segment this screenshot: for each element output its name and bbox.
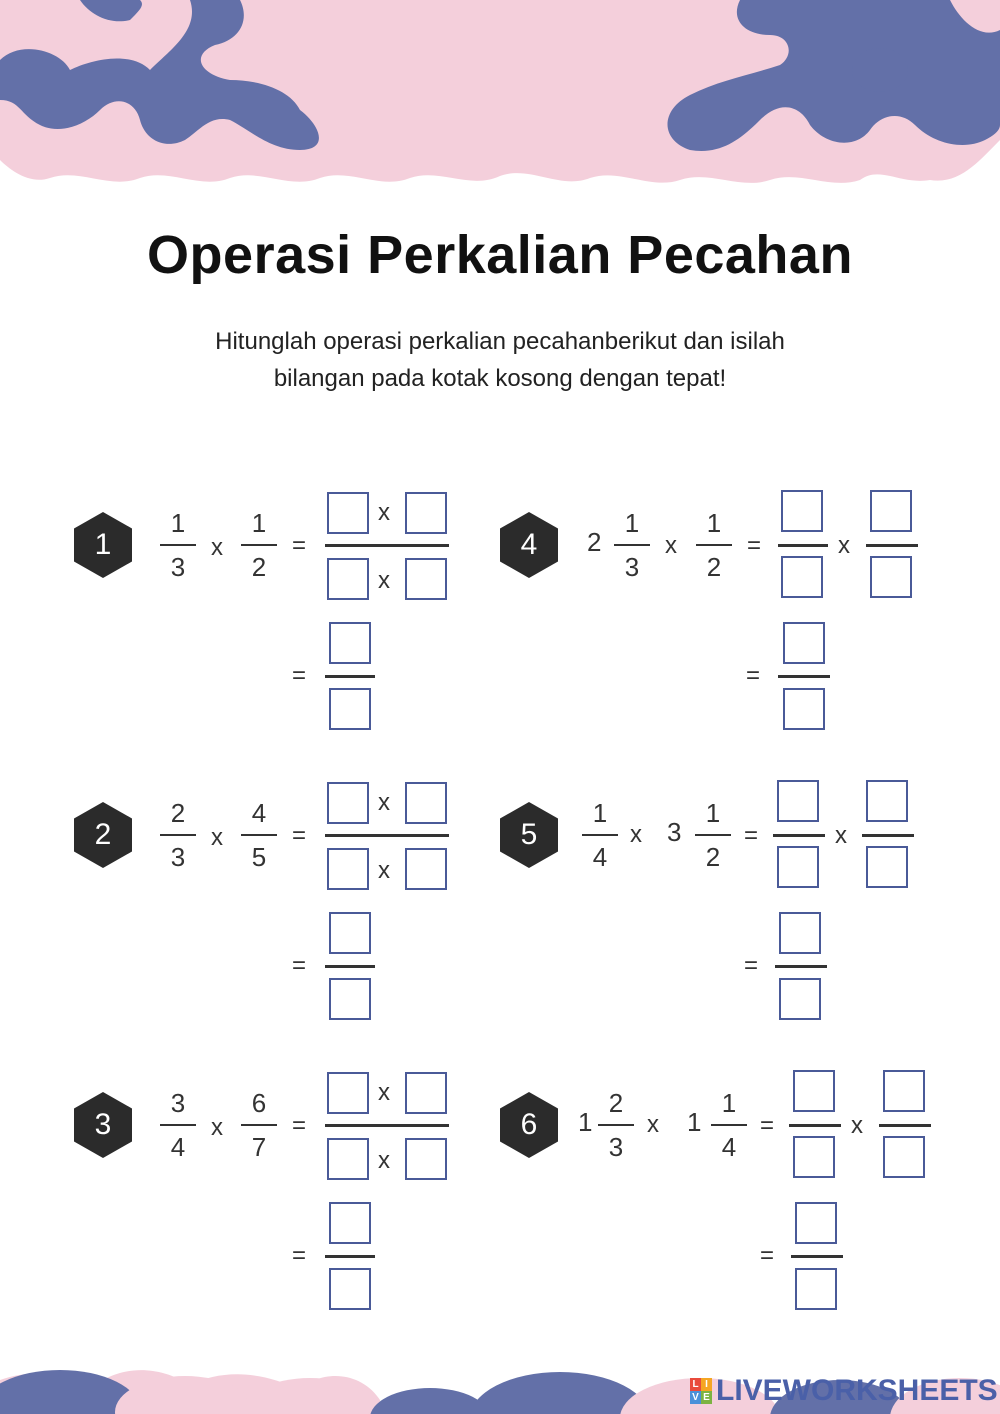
denominator: 3 bbox=[170, 552, 186, 582]
times-sign: x bbox=[838, 532, 850, 559]
whole-number: 2 bbox=[587, 527, 602, 557]
answer-box[interactable] bbox=[883, 1070, 925, 1112]
answer-box[interactable] bbox=[405, 1072, 447, 1114]
fraction-bar bbox=[789, 1124, 841, 1127]
times-sign: x bbox=[378, 1079, 390, 1106]
denominator: 3 bbox=[624, 552, 640, 582]
answer-box[interactable] bbox=[870, 490, 912, 532]
equals-sign: = bbox=[292, 532, 307, 559]
denominator: 2 bbox=[705, 842, 721, 872]
fraction-bar bbox=[325, 834, 449, 837]
times-sign: x bbox=[378, 857, 390, 884]
fraction-bar bbox=[325, 544, 449, 547]
answer-box[interactable] bbox=[405, 492, 447, 534]
answer-box[interactable] bbox=[866, 846, 908, 888]
times-sign: x bbox=[211, 1114, 223, 1141]
problem-number: 3 bbox=[94, 1108, 112, 1141]
problem-1-fraction-b bbox=[239, 508, 279, 582]
answer-box[interactable] bbox=[779, 912, 821, 954]
times-sign: x bbox=[835, 822, 847, 849]
equals-sign: = bbox=[760, 1242, 775, 1269]
fraction-bar bbox=[778, 544, 828, 547]
problem-1-badge bbox=[74, 512, 132, 578]
answer-box[interactable] bbox=[795, 1268, 837, 1310]
equals-sign: = bbox=[292, 1112, 307, 1139]
times-sign: x bbox=[378, 789, 390, 816]
fraction-bar bbox=[325, 675, 375, 678]
denominator: 4 bbox=[721, 1132, 737, 1162]
numerator: 1 bbox=[624, 508, 640, 538]
equals-sign: = bbox=[747, 532, 762, 559]
problem-4-fraction-a bbox=[612, 508, 652, 582]
numerator: 1 bbox=[592, 798, 608, 828]
answer-box[interactable] bbox=[329, 1268, 371, 1310]
equals-sign: = bbox=[292, 822, 307, 849]
denominator: 2 bbox=[251, 552, 267, 582]
answer-box[interactable] bbox=[781, 490, 823, 532]
equals-sign: = bbox=[292, 1242, 307, 1269]
problem-number: 6 bbox=[520, 1108, 538, 1141]
numerator: 3 bbox=[170, 1088, 186, 1118]
problem-2-badge bbox=[74, 802, 132, 868]
equals-sign: = bbox=[744, 822, 759, 849]
answer-box[interactable] bbox=[327, 1072, 369, 1114]
answer-box[interactable] bbox=[781, 556, 823, 598]
times-sign: x bbox=[665, 532, 677, 559]
fraction-bar bbox=[775, 965, 827, 968]
problem-2-fraction-b bbox=[239, 798, 279, 872]
answer-box[interactable] bbox=[329, 978, 371, 1020]
problem-4-badge bbox=[500, 512, 558, 578]
numerator: 1 bbox=[705, 798, 721, 828]
fraction-bar bbox=[325, 1255, 375, 1258]
answer-box[interactable] bbox=[783, 622, 825, 664]
denominator: 3 bbox=[170, 842, 186, 872]
whole-number: 1 bbox=[687, 1107, 702, 1137]
fraction-bar bbox=[325, 1124, 449, 1127]
problem-4-fraction-b bbox=[694, 508, 734, 582]
problem-6-fraction-b bbox=[709, 1088, 749, 1162]
answer-box[interactable] bbox=[777, 846, 819, 888]
fraction-bar bbox=[773, 834, 825, 837]
denominator: 7 bbox=[251, 1132, 267, 1162]
answer-box[interactable] bbox=[327, 1138, 369, 1180]
fraction-bar bbox=[778, 675, 830, 678]
answer-box[interactable] bbox=[329, 622, 371, 664]
answer-box[interactable] bbox=[327, 492, 369, 534]
answer-box[interactable] bbox=[777, 780, 819, 822]
problem-6-badge bbox=[500, 1092, 558, 1158]
times-sign: x bbox=[211, 534, 223, 561]
answer-box[interactable] bbox=[866, 780, 908, 822]
equals-sign: = bbox=[760, 1112, 775, 1139]
fraction-bar bbox=[791, 1255, 843, 1258]
page-title: Operasi Perkalian Pecahan bbox=[147, 225, 853, 285]
equals-sign: = bbox=[292, 952, 307, 979]
problem-5-fraction-b bbox=[693, 798, 733, 872]
logo-text: LIVEWORKSHEETS bbox=[716, 1374, 998, 1407]
instructions-line-1: Hitunglah operasi perkalian pecahanberikut dan isilah bbox=[215, 328, 785, 355]
whole-number: 3 bbox=[667, 817, 682, 847]
instructions-line-2: bilangan pada kotak kosong dengan tepat! bbox=[273, 365, 727, 392]
problem-3-fraction-b bbox=[239, 1088, 279, 1162]
fraction-bar bbox=[862, 834, 914, 837]
problem-number: 4 bbox=[520, 528, 538, 561]
numerator: 1 bbox=[170, 508, 186, 538]
answer-box[interactable] bbox=[795, 1202, 837, 1244]
problem-3-badge bbox=[74, 1092, 132, 1158]
answer-box[interactable] bbox=[329, 688, 371, 730]
times-sign: x bbox=[378, 499, 390, 526]
answer-box[interactable] bbox=[783, 688, 825, 730]
fraction-bar bbox=[866, 544, 918, 547]
answer-box[interactable] bbox=[327, 848, 369, 890]
numerator: 1 bbox=[706, 508, 722, 538]
times-sign: x bbox=[630, 821, 642, 848]
times-sign: x bbox=[378, 1147, 390, 1174]
times-sign: x bbox=[211, 824, 223, 851]
answer-box[interactable] bbox=[405, 782, 447, 824]
fraction-bar bbox=[879, 1124, 931, 1127]
logo-mark-icon: L I V E bbox=[690, 1378, 712, 1404]
denominator: 2 bbox=[706, 552, 722, 582]
numerator: 4 bbox=[251, 798, 267, 828]
problem-number: 1 bbox=[94, 528, 112, 561]
header-decoration bbox=[0, 0, 1000, 200]
times-sign: x bbox=[378, 567, 390, 594]
equals-sign: = bbox=[292, 662, 307, 689]
answer-box[interactable] bbox=[329, 912, 371, 954]
numerator: 2 bbox=[608, 1088, 624, 1118]
answer-box[interactable] bbox=[793, 1136, 835, 1178]
fraction-bar bbox=[325, 965, 375, 968]
answer-box[interactable] bbox=[329, 1202, 371, 1244]
instructions bbox=[0, 323, 1000, 397]
denominator: 4 bbox=[170, 1132, 186, 1162]
whole-number: 1 bbox=[578, 1107, 593, 1137]
answer-box[interactable] bbox=[327, 782, 369, 824]
numerator: 2 bbox=[170, 798, 186, 828]
liveworksheets-logo[interactable] bbox=[690, 1374, 998, 1408]
problem-1-fraction-a bbox=[158, 508, 198, 582]
problem-number: 5 bbox=[520, 818, 538, 851]
equals-sign: = bbox=[746, 662, 761, 689]
numerator: 1 bbox=[251, 508, 267, 538]
equals-sign: = bbox=[744, 952, 759, 979]
denominator: 4 bbox=[592, 842, 608, 872]
answer-box[interactable] bbox=[883, 1136, 925, 1178]
answer-box[interactable] bbox=[405, 558, 447, 600]
answer-box[interactable] bbox=[870, 556, 912, 598]
problem-6-fraction-a bbox=[596, 1088, 636, 1162]
problem-5-badge bbox=[500, 802, 558, 868]
problem-3-fraction-a bbox=[158, 1088, 198, 1162]
answer-box[interactable] bbox=[405, 1138, 447, 1180]
numerator: 1 bbox=[721, 1088, 737, 1118]
problem-number: 2 bbox=[94, 818, 112, 851]
answer-box[interactable] bbox=[327, 558, 369, 600]
numerator: 6 bbox=[251, 1088, 267, 1118]
denominator: 3 bbox=[608, 1132, 624, 1162]
problem-5-fraction-a bbox=[580, 798, 620, 872]
answer-box[interactable] bbox=[779, 978, 821, 1020]
times-sign: x bbox=[851, 1112, 863, 1139]
denominator: 5 bbox=[251, 842, 267, 872]
times-sign: x bbox=[647, 1111, 659, 1138]
problem-2-fraction-a bbox=[158, 798, 198, 872]
answer-box[interactable] bbox=[793, 1070, 835, 1112]
answer-box[interactable] bbox=[405, 848, 447, 890]
